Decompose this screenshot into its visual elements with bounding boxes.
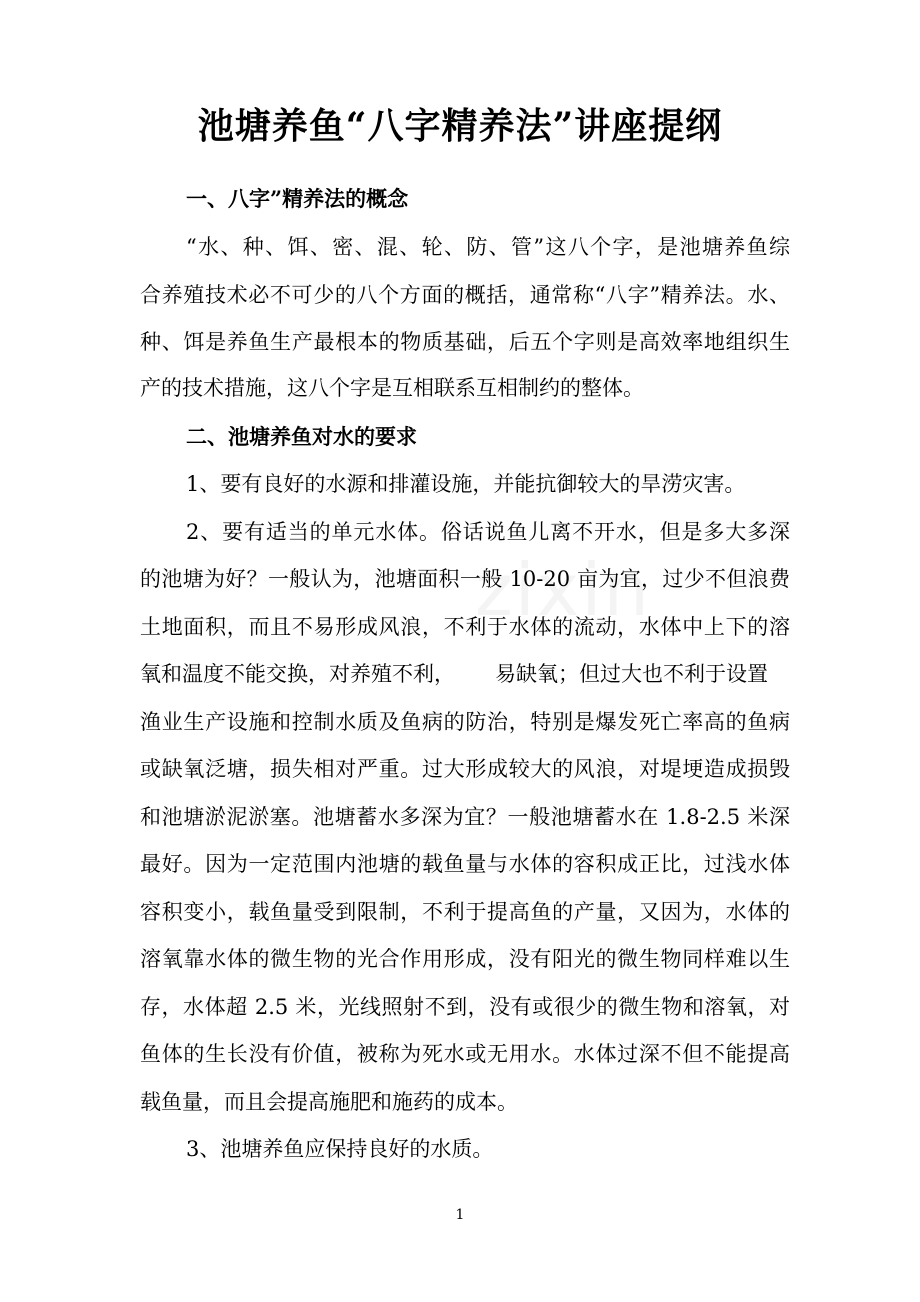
section-heading-1: 一、八字”精养法的概念 (186, 186, 409, 211)
paragraph-line: 溶氧靠水体的微生物的光合作用形成，没有阳光的微生物同样难以生 (140, 947, 790, 971)
paragraph-line: 氧和温度不能交换，对养殖不利， 易缺氧；但过大也不利于设置 (140, 662, 769, 686)
paragraph-line: 存，水体超 2.5 米，光线照射不到，没有或很少的微生物和溶氧，对 (140, 995, 790, 1019)
list-item-1: 1、要有良好的水源和排灌设施，并能抗御较大的旱涝灾害。 (186, 472, 746, 496)
paragraph-line: “水、种、饵、密、混、轮、防、管”这八个字，是池塘养鱼综 (186, 235, 790, 259)
paragraph-line: 土地面积，而且不易形成风浪，不利于水体的流动，水体中上下的溶 (140, 615, 790, 639)
section-heading-2: 二、池塘养鱼对水的要求 (186, 424, 417, 449)
list-item-3: 3、池塘养鱼应保持良好的水质。 (186, 1137, 494, 1161)
page-number: 1 (455, 1207, 465, 1223)
paragraph-line: 种、饵是养鱼生产最根本的物质基础，后五个字则是高效率地组织生 (140, 330, 790, 354)
paragraph-line: 最好。因为一定范围内池塘的载鱼量与水体的容积成正比，过浅水体 (140, 852, 790, 876)
paragraph-line: 或缺氧泛塘，损失相对严重。过大形成较大的风浪，对堤埂造成损毁 (140, 757, 790, 781)
document-title: 池塘养鱼“八字精养法”讲座提纲 (197, 105, 723, 147)
paragraph-line: 产的技术措施，这八个字是互相联系互相制约的整体。 (140, 376, 644, 400)
paragraph-line: 鱼体的生长没有价值，被称为死水或无用水。水体过深不但不能提高 (140, 1042, 790, 1066)
watermark: zixin (475, 548, 652, 632)
paragraph-line: 载鱼量，而且会提高施肥和施药的成本。 (140, 1090, 518, 1114)
paragraph-line: 的池塘为好？一般认为，池塘面积一般 10-20 亩为宜，过少不但浪费 (140, 567, 790, 591)
paragraph-line: 和池塘淤泥淤塞。池塘蓄水多深为宜？一般池塘蓄水在 1.8-2.5 米深 (140, 805, 790, 829)
paragraph-line: 2、要有适当的单元水体。俗话说鱼儿离不开水，但是多大多深 (186, 520, 790, 544)
paragraph-line: 渔业生产设施和控制水质及鱼病的防治，特别是爆发死亡率高的鱼病 (140, 710, 790, 734)
paragraph-line: 容积变小，载鱼量受到限制，不利于提高鱼的产量，又因为，水体的 (140, 900, 790, 924)
paragraph-line: 合养殖技术必不可少的八个方面的概括，通常称“八字”精养法。水、 (140, 283, 790, 307)
